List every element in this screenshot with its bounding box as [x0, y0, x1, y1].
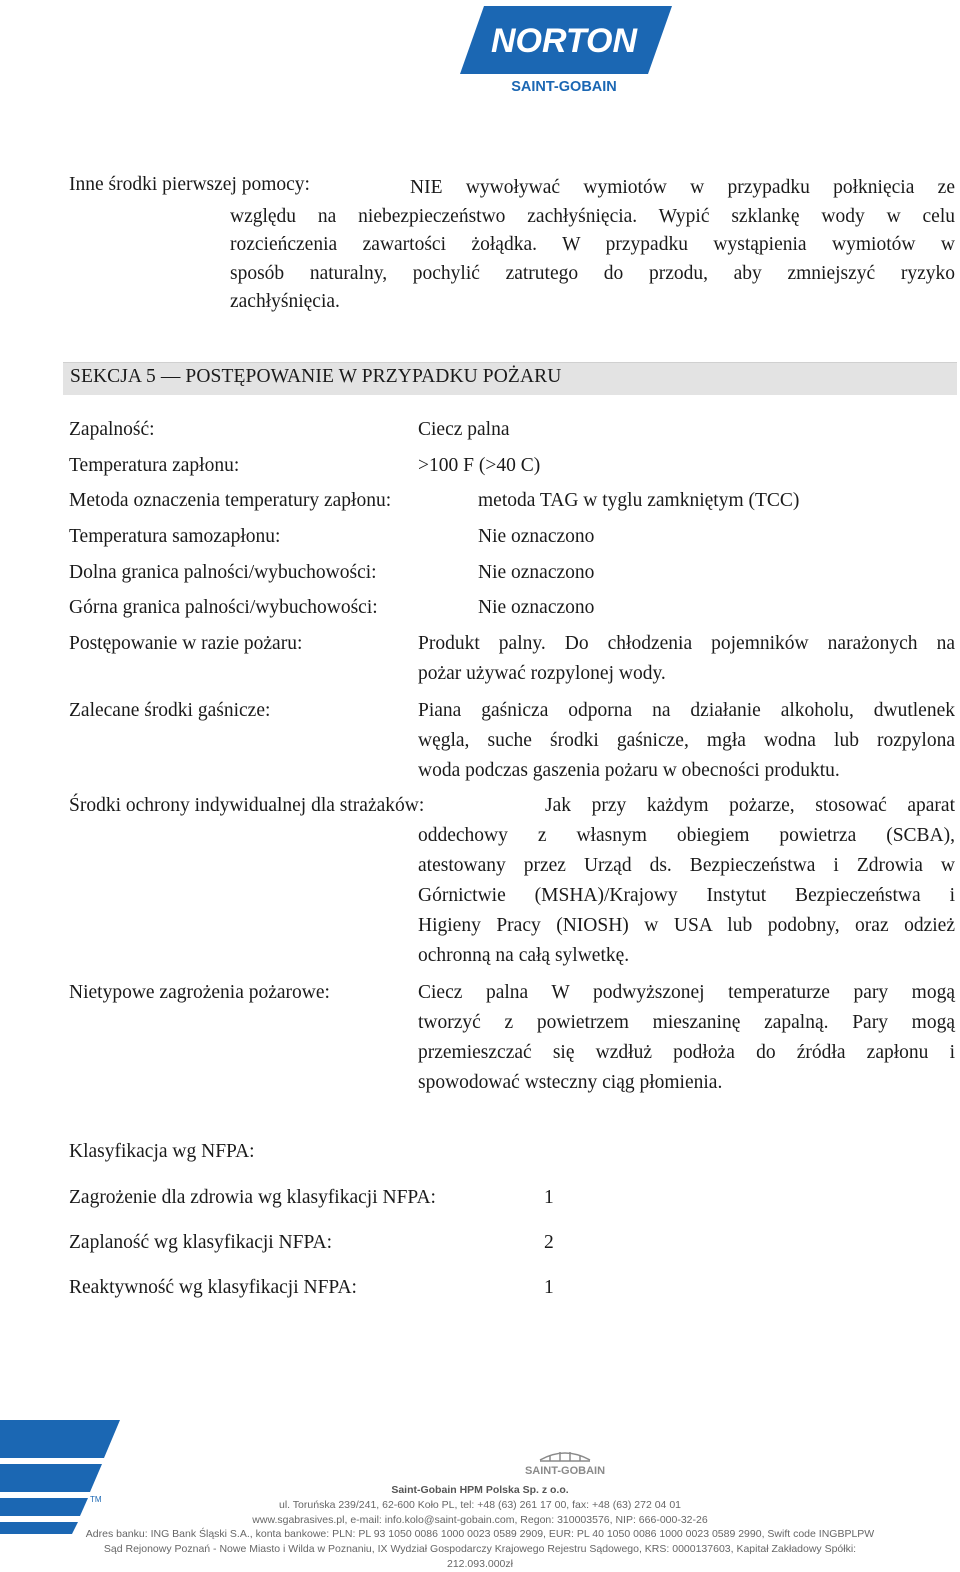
flash-method-value: metoda TAG w tyglu zamkniętym (TCC): [478, 490, 800, 511]
first-aid-line: sposób naturalny, pochylić zatrutego do przodu, aby zmniejszyć ryzyko: [230, 262, 955, 284]
nfpa-reactivity-label: Reaktywność wg klasyfikacji NFPA:: [69, 1277, 357, 1298]
nfpa-reactivity-value: 1: [544, 1277, 554, 1298]
footer-saint-gobain-logo: [520, 1444, 610, 1478]
footer-company: Saint-Gobain HPM Polska Sp. z o.o.: [391, 1484, 569, 1496]
ppe-line: ochronną na całą sylwetkę.: [418, 945, 630, 966]
lower-limit-label: Dolna granica palności/wybuchowości:: [69, 562, 377, 583]
first-aid-line: NIE wywoływać wymiotów w przypadku połknięcia ze: [410, 177, 955, 198]
ppe-line: Górnictwie (MSHA)/Krajowy Instytut Bezpieczeństwa i: [418, 885, 955, 906]
footer-info: [80, 1483, 880, 1572]
first-aid-text: [230, 174, 955, 317]
upper-limit-value: Nie oznaczono: [478, 597, 595, 618]
ppe-line: atestowany przez Urząd ds. Bezpieczeństwa i Zdrowia w: [418, 855, 955, 876]
first-aid-line: względu na niebezpieczeństwo zachłyśnięcia. Wypić szklankę wody w celu: [230, 205, 955, 227]
section-title: SEKCJA 5 — POSTĘPOWANIE W PRZYPADKU POŻARU: [70, 366, 562, 387]
unusual-hazards-line: Ciecz palna W podwyższonej temperaturze pary mogą: [418, 982, 955, 1003]
nfpa-health-value: 1: [544, 1187, 554, 1208]
nfpa-title: Klasyfikacja wg NFPA:: [69, 1141, 255, 1162]
footer-logo-text: SAINT-GOBAIN: [524, 1465, 606, 1477]
lower-limit-value: Nie oznaczono: [478, 562, 595, 583]
flash-point-value: >100 F (>40 C): [418, 455, 541, 476]
section-header-bar: [63, 362, 957, 395]
ppe-line: oddechowy z własnym obiegiem powietrza (SCBA),: [418, 825, 955, 846]
saint-gobain-subtext: SAINT-GOBAIN: [511, 79, 617, 95]
extinguishing-line: woda podczas gaszenia pożaru w obecności produktu.: [418, 760, 840, 781]
extinguishing-line: Piana gaśnicza odporna na działanie alkoholu, dwutlenek: [418, 700, 955, 721]
footer-web: www.sgabrasives.pl, e-mail: info.kolo@saint-gobain.com, Regon: 310003576, NIP: 666-000-32-26: [252, 1513, 708, 1526]
footer-bank: Adres banku: ING Bank Śląski S.A., konta bankowe: PLN: PL 93 1050 0086 1000 0023 0589 2909, EUR: PL 40 1050 0086 1000 0023 0589 2990, Swift code INGBPLPW: [85, 1528, 875, 1541]
ppe-line: Jak przy każdym pożarze, stosować aparat: [545, 795, 955, 816]
extinguishing-text: [418, 696, 955, 786]
ppe-text: [418, 791, 955, 971]
unusual-hazards-label: Nietypowe zagrożenia pożarowe:: [69, 982, 330, 1003]
footer-court: Sąd Rejonowy Poznań - Nowe Miasto i Wilda w Poznaniu, IX Wydział Gospodarczy Krajowego Rejestru Sądowego, KRS: 0000137603, Kapitał Zakładowy Spółki: 212.093.000zł: [103, 1543, 857, 1570]
fire-procedure-text: [418, 629, 955, 689]
footer-address: ul. Toruńska 239/241, 62-600 Koło PL, tel: +48 (63) 261 17 00, fax: +48 (63) 272 04 01: [278, 1498, 681, 1511]
trademark-mark: TM: [90, 1495, 102, 1504]
unusual-hazards-line: tworzyć z powietrzem mieszaninę zapalną. Pary mogą: [418, 1012, 955, 1033]
nfpa-flammability-label: Zaplaność wg klasyfikacji NFPA:: [69, 1232, 333, 1253]
unusual-hazards-line: spowodować wsteczny ciąg płomienia.: [418, 1072, 723, 1093]
ppe-line: Higieny Pracy (NIOSH) w USA lub podobny, oraz odzież: [418, 915, 955, 936]
autoignition-label: Temperatura samozapłonu:: [69, 526, 281, 547]
flash-point-label: Temperatura zapłonu:: [69, 455, 240, 476]
nfpa-flammability-value: 2: [544, 1232, 554, 1253]
fire-procedure-label: Postępowanie w razie pożaru:: [69, 633, 303, 654]
first-aid-line: rozcieńczenia zawartości żołądka. W przypadku wystąpienia wymiotów w: [230, 234, 955, 256]
autoignition-value: Nie oznaczono: [478, 526, 595, 547]
fire-procedure-line: Produkt palny. Do chłodzenia pojemników narażonych na: [418, 633, 955, 654]
flash-method-label: Metoda oznaczenia temperatury zapłonu:: [69, 490, 392, 511]
unusual-hazards-text: [418, 978, 955, 1098]
extinguishing-line: węgla, suche środki gaśnicze, mgła wodna lub rozpylona: [418, 730, 955, 751]
ppe-label: Środki ochrony indywidualnej dla strażaków:: [69, 795, 425, 816]
flammability-label: Zapalność:: [69, 419, 155, 440]
first-aid-label: Inne środki pierwszej pomocy:: [69, 174, 310, 195]
first-aid-line: zachłyśnięcia.: [230, 291, 340, 313]
extinguishing-label: Zalecane środki gaśnicze:: [69, 700, 271, 721]
nfpa-health-label: Zagrożenie dla zdrowia wg klasyfikacji NFPA:: [69, 1187, 436, 1208]
upper-limit-label: Górna granica palności/wybuchowości:: [69, 597, 378, 618]
unusual-hazards-line: przemieszczać się wzdłuż podłoża do źródła zapłonu i: [418, 1042, 955, 1063]
norton-logo: [452, 4, 676, 96]
fire-procedure-line: pożar używać rozpylonej wody.: [418, 663, 666, 684]
flammability-value: Ciecz palna: [418, 419, 510, 440]
norton-logo-text: NORTON: [490, 22, 638, 60]
